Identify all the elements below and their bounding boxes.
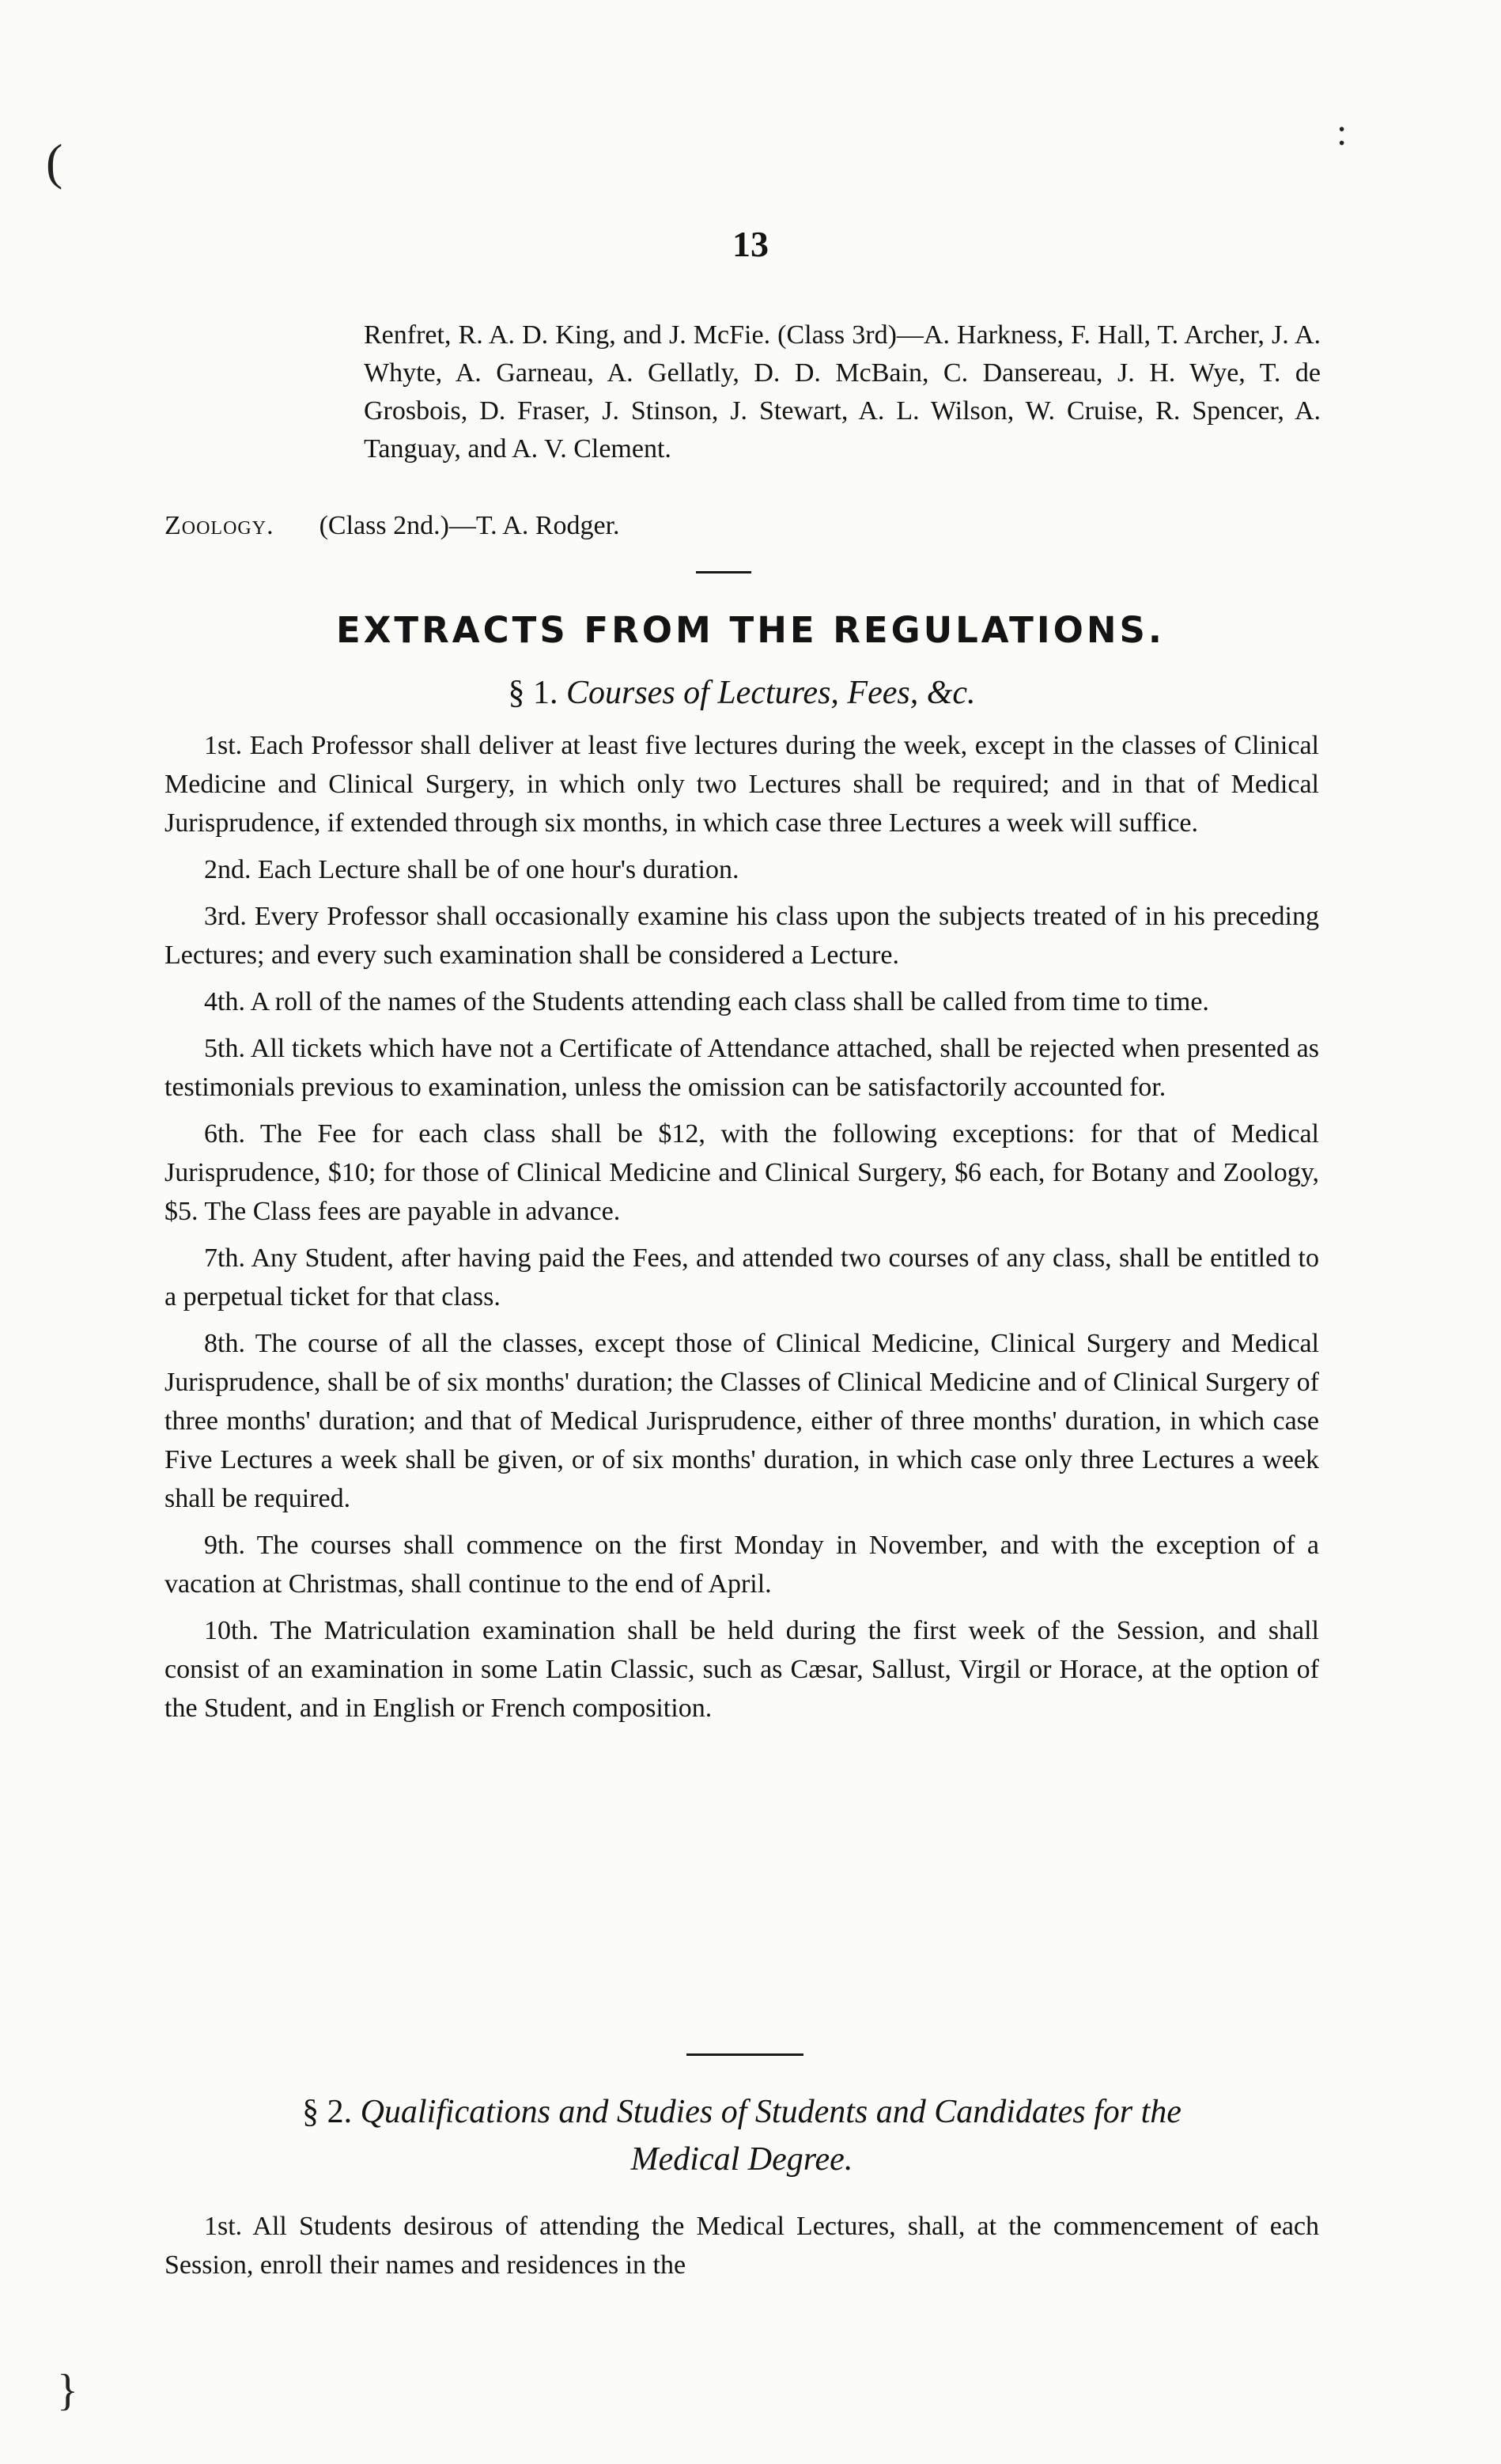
regulation-paragraph: 2nd. Each Lecture shall be of one hour's duration. — [204, 855, 739, 884]
class-list-continued: Renfret, R. A. D. King, and J. McFie. (Class 3rd)—A. Harkness, F. Hall, T. Archer, J. A. Whyte, A. Garneau, A. Gellatly, D. D. McBain, C. Dansereau, J. H. Wye, T. de Grosbois, D. Fraser, J. Stinson, J. Stewart, A. L. Wilson, W. Cruise, R. Spencer, A. Tanguay, and A. V. Clement. — [364, 320, 1321, 464]
regulation-paragraph: 1st. Each Professor shall deliver at least five lectures during the week, except in the classes of Clinical Medicine and Clinical Surgery, in which only two Lectures shall be required; and in that of Medical Jurisprudence, if extended through six months, in which case three Lectures a week will suffice. — [164, 731, 1319, 838]
page-number: 13 — [732, 224, 769, 264]
section-1-body — [164, 726, 1319, 1735]
zoology-text: (Class 2nd.)—T. A. Rodger. — [319, 511, 620, 540]
section-1-number: § 1. — [508, 675, 558, 711]
section-1-title-text: Courses of Lectures, Fees, &c. — [565, 675, 976, 711]
section-1-title — [164, 669, 1319, 717]
regulation-paragraph: 1st. All Students desirous of attending the Medical Lectures, shall, at the commencement of each Session, enroll their names and residences in the — [164, 2212, 1319, 2280]
regulation-paragraph: 8th. The course of all the classes, except those of Clinical Medicine, Clinical Surgery and Medical Jurisprudence, shall be of six months' duration; the Classes of Clinical Medicine and of Clinical Surgery of three months' duration; and that of Medical Jurisprudence, either of three months' duration, in which case Five Lectures a week shall be given, or of six months' duration, in which case only three Lectures a week shall be required. — [164, 1329, 1319, 1513]
regulation-paragraph: 3rd. Every Professor shall occasionally examine his class upon the subjects treated of in his preceding Lectures; and every such examination shall be considered a Lecture. — [164, 902, 1319, 970]
margin-mark-paren: ( — [46, 134, 63, 190]
regulation-paragraph: 7th. Any Student, after having paid the Fees, and attended two courses of any class, shall be entitled to a perpetual ticket for that class. — [164, 1243, 1319, 1311]
regulation-paragraph: 9th. The courses shall commence on the first Monday in November, and with the exception of a vacation at Christmas, shall continue to the end of April. — [164, 1531, 1319, 1599]
divider-rule — [696, 571, 751, 573]
margin-mark-colon: : — [1337, 112, 1348, 153]
section-2-body — [164, 2207, 1319, 2292]
extracts-heading: EXTRACTS FROM THE REGULATIONS. — [336, 609, 1165, 651]
section-2-title — [164, 2088, 1319, 2183]
zoology-entry — [164, 507, 1319, 545]
zoology-label: Zoology. — [164, 511, 274, 540]
regulation-paragraph: 4th. A roll of the names of the Students attending each class shall be called from time to time. — [204, 987, 1209, 1016]
section-2-title-line1: Qualifications and Studies of Students and Candidates for the — [360, 2094, 1182, 2130]
regulation-paragraph: 6th. The Fee for each class shall be $12, with the following exceptions: for that of Medical Jurisprudence, $10; for those of Clinical Medicine and Clinical Surgery, $6 each, for Botany and Zoology, $5. The Class fees are payable in advance. — [164, 1119, 1319, 1226]
section-2-number: § 2. — [302, 2094, 353, 2130]
divider-rule — [686, 2053, 803, 2056]
margin-mark-brace: } — [57, 2366, 78, 2415]
section-2-title-line2: Medical Degree. — [630, 2141, 853, 2178]
regulation-paragraph: 5th. All tickets which have not a Certificate of Attendance attached, shall be rejected when presented as testimonials previous to examination, unless the omission can be satisfactorily accounted for. — [164, 1034, 1319, 1102]
regulation-paragraph: 10th. The Matriculation examination shall be held during the first week of the Session, and shall consist of an examination in some Latin Classic, such as Cæsar, Sallust, Virgil or Horace, at the option of the Student, and in English or French composition. — [164, 1616, 1319, 1723]
